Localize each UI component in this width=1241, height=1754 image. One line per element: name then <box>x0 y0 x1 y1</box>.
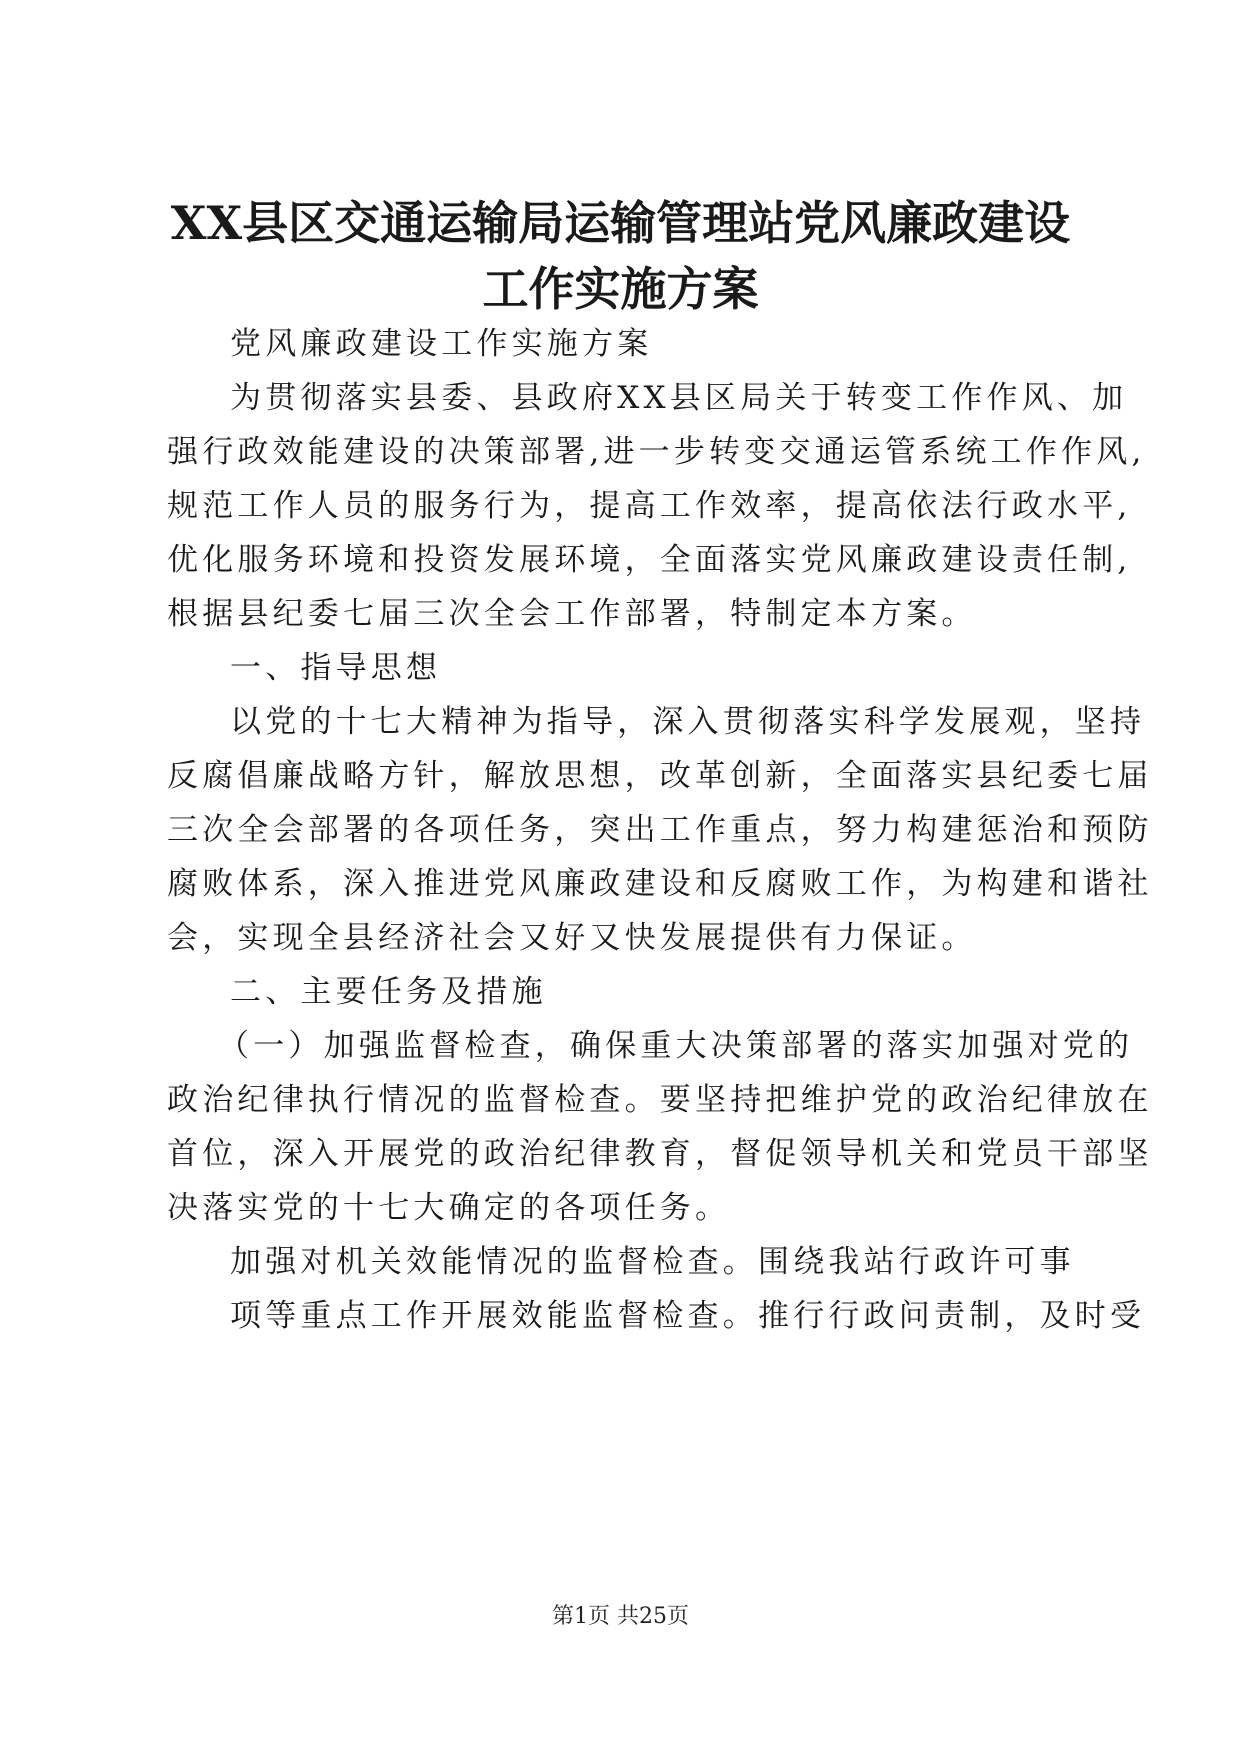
body-line: 为贯彻落实县委、县政府XX县区局关于转变工作作风、加 <box>230 380 1128 416</box>
body-line: （一）加强监督检查，确保重大决策部署的落实加强对党的 <box>218 1028 1134 1064</box>
document-title-line-1: XX县区交通运输局运输管理站党风廉政建设 <box>170 196 1071 250</box>
body-line: 反腐倡廉战略方针，解放思想，改革创新，全面落实县纪委七届 <box>167 758 1153 794</box>
body-line: 强行政效能建设的决策部署,进一步转变交通运管系统工作作风, <box>167 434 1146 470</box>
subtitle-line: 党风廉政建设工作实施方案 <box>230 326 653 362</box>
document-title-line-2: 工作实施方案 <box>482 262 759 316</box>
body-line: 以党的十七大精神为指导，深入贯彻落实科学发展观，坚持 <box>230 704 1146 740</box>
body-line: 腐败体系，深入推进党风廉政建设和反腐败工作，为构建和谐社 <box>167 866 1153 902</box>
body-line: 会，实现全县经济社会又好又快发展提供有力保证。 <box>167 920 977 956</box>
body-line: 加强对机关效能情况的监督检查。围绕我站行政许可事 <box>230 1244 1075 1280</box>
page-footer: 第1页 共25页 <box>552 1604 689 1629</box>
section-heading: 二、主要任务及措施 <box>230 974 547 1010</box>
body-line: 政治纪律执行情况的监督检查。要坚持把维护党的政治纪律放在 <box>167 1082 1153 1118</box>
body-line: 优化服务环境和投资发展环境，全面落实党风廉政建设责任制, <box>167 542 1132 578</box>
body-line: 项等重点工作开展效能监督检查。推行行政问责制，及时受 <box>230 1298 1146 1334</box>
body-line: 首位，深入开展党的政治纪律教育，督促领导机关和党员干部坚 <box>167 1136 1153 1172</box>
body-line: 规范工作人员的服务行为，提高工作效率，提高依法行政水平, <box>167 488 1132 524</box>
body-line: 根据县纪委七届三次全会工作部署，特制定本方案。 <box>167 596 977 632</box>
body-line: 三次全会部署的各项任务，突出工作重点，努力构建惩治和预防 <box>167 812 1153 848</box>
section-heading: 一、指导思想 <box>230 650 442 686</box>
body-line: 决落实党的十七大确定的各项任务。 <box>167 1190 731 1226</box>
